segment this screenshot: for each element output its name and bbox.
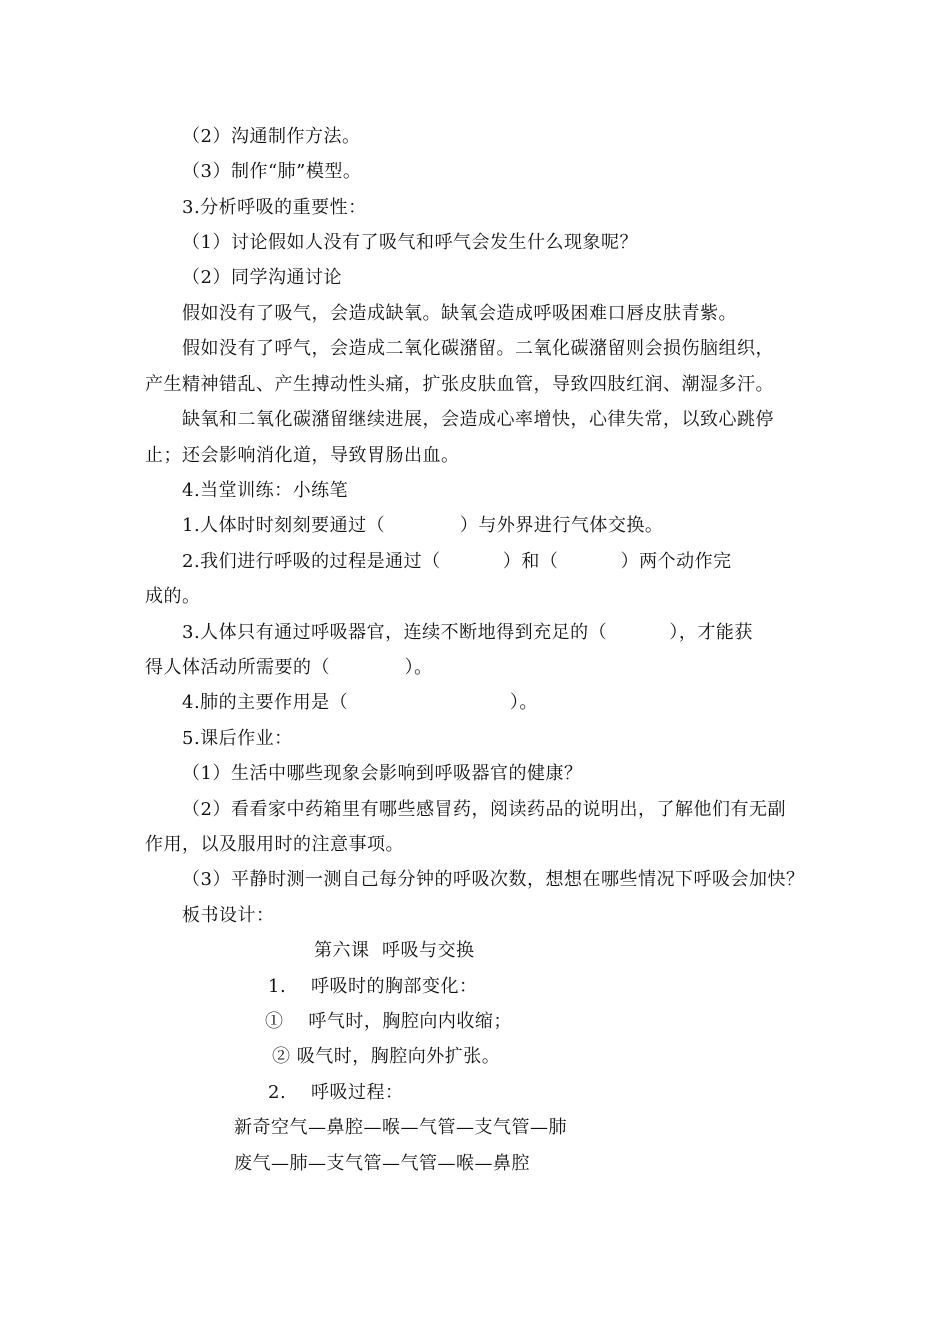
text-line: 新奇空气—鼻腔—喉—气管—支气管—肺 bbox=[234, 1117, 567, 1138]
text-line: 4.肺的主要作用是（ ）。 bbox=[182, 692, 538, 713]
text-line: 废气—肺—支气管—气管—喉—鼻腔 bbox=[234, 1153, 530, 1174]
text-line: 假如没有了吸气，会造成缺氧。缺氧会造成呼吸困难口唇皮肤青紫。 bbox=[182, 303, 737, 324]
text-line: 2.我们进行呼吸的过程是通过（ ）和（ ）两个动作完 bbox=[182, 551, 732, 572]
text-line: 1.人体时时刻刻要通过（ ）与外界进行气体交换。 bbox=[182, 515, 664, 536]
text-line: （3）制作“肺”模型。 bbox=[182, 161, 362, 182]
text-line: （3）平静时测一测自己每分钟的呼吸次数，想想在哪些情况下呼吸会加快？ bbox=[182, 869, 805, 890]
text-line: 假如没有了呼气，会造成二氧化碳潴留。二氧化碳潴留则会损伤脑组织， bbox=[182, 338, 774, 359]
text-line: 成的。 bbox=[145, 586, 201, 607]
text-line: 得人体活动所需要的（ ）。 bbox=[145, 657, 433, 678]
text-line: 作用，以及服用时的注意事项。 bbox=[145, 834, 404, 855]
text-line: 3.人体只有通过呼吸器官，连续不断地得到充足的（ ），才能获 bbox=[182, 622, 753, 643]
text-line: 4.当堂训练：小练笔 bbox=[182, 480, 349, 501]
text-line: 5.课后作业： bbox=[182, 728, 293, 749]
text-line: 1. 呼吸时的胸部变化： bbox=[268, 976, 478, 997]
board-title: 第六课 呼吸与交换 bbox=[314, 940, 475, 961]
text-line: （2）沟通制作方法。 bbox=[182, 126, 361, 147]
text-line: （1）讨论假如人没有了吸气和呼气会发生什么现象呢？ bbox=[182, 232, 638, 253]
text-line: 止；还会影响消化道，导致胃肠出血。 bbox=[145, 445, 460, 466]
text-line: （2）同学沟通讨论 bbox=[182, 267, 342, 288]
text-line: 产生精神错乱、产生搏动性头痛，扩张皮肤血管，导致四肢红润、潮湿多汗。 bbox=[145, 374, 774, 395]
text-line: 2. 呼吸过程： bbox=[268, 1082, 404, 1103]
text-line: （2）看看家中药箱里有哪些感冒药，阅读药品的说明出，了解他们有无副 bbox=[182, 799, 786, 820]
text-line: ① 呼气时，胸腔向内收缩； bbox=[265, 1011, 512, 1032]
text-line: 3.分析呼吸的重要性： bbox=[182, 197, 367, 218]
text-line: 缺氧和二氧化碳潴留继续进展，会造成心率增快，心律失常，以致心跳停 bbox=[182, 409, 774, 430]
text-line: 板书设计： bbox=[182, 905, 275, 926]
text-line: （1）生活中哪些现象会影响到呼吸器官的健康？ bbox=[182, 763, 583, 784]
text-line: ② 吸气时，胸腔向外扩张。 bbox=[272, 1046, 501, 1067]
